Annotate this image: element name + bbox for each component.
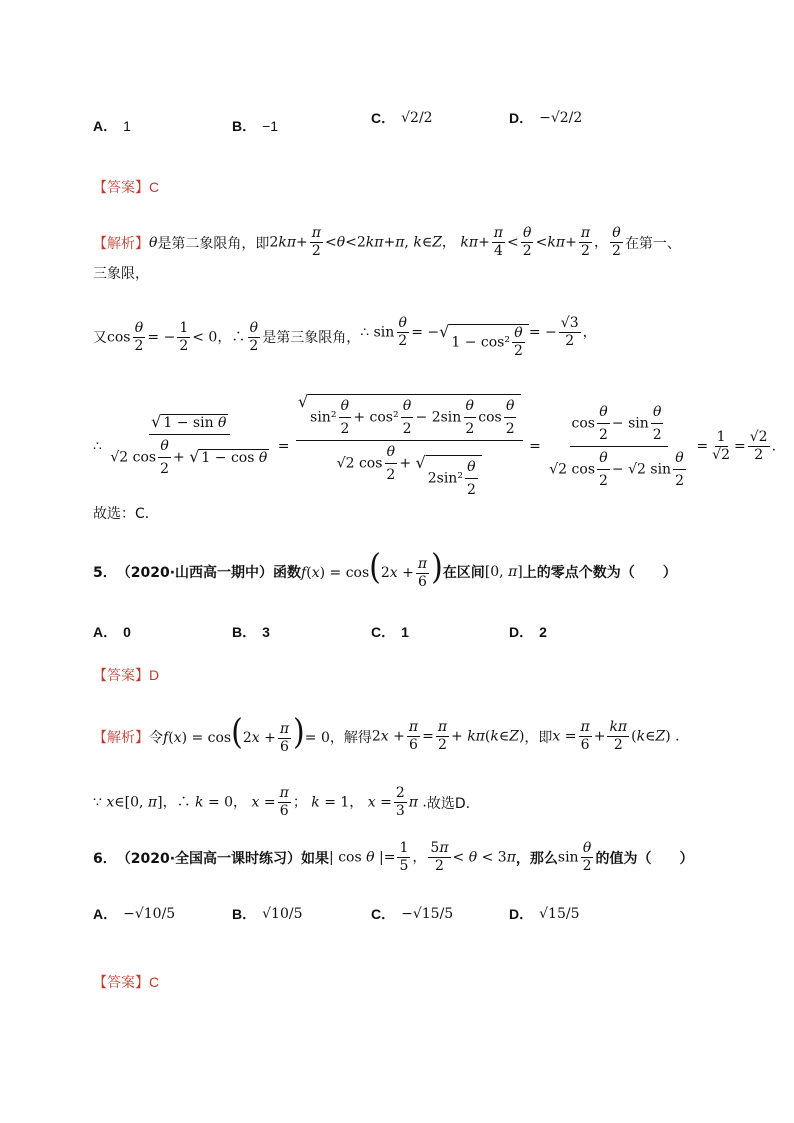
analysis-text: 令 bbox=[149, 729, 163, 746]
option-label: A． bbox=[93, 906, 118, 922]
q6-option-b bbox=[232, 904, 302, 924]
answer-value: C bbox=[149, 179, 160, 195]
question-source: （2020·全国高一课时练习）如果 bbox=[116, 850, 330, 867]
q5-cases: ∵ x∈[0, π]，∴ k = 0， x = $\frac{\pi}{6}$ ； k = 1， x = $\frac{2}{3}$ π . bbox=[93, 785, 427, 819]
analysis-text: 是第二象限角，即 bbox=[157, 235, 270, 252]
q6-condition: | cos θ |= $\frac{1}{5}$ ， $\frac{5\pi}{2}$ < θ < 3π bbox=[329, 840, 516, 874]
analysis-text: 故选D. bbox=[426, 795, 471, 812]
option-value: 1 bbox=[123, 118, 131, 134]
question-text: 在区间 bbox=[442, 564, 485, 581]
option-value: √15/5 bbox=[539, 906, 580, 922]
q6-option-d bbox=[509, 904, 579, 924]
formula-main: ∴ √ 1 − sin θ √2 cos $\frac{\theta}{2}$ + √ 1 − cos θ = √ sin² $\frac{\theta}{2}$ + cos² $\frac{\theta}{2}$ − 2sin $\frac{\theta}{2}$ cos $\frac{\theta}{2}$ √2 cos $\frac{\theta}{2}$ + √ 2sin² $\frac{\theta}{2}$ = cos $\frac{\theta}{2}$ − sin $\frac{\theta}{2}$ √2 cos $\frac{\theta}{2}$ − √2 sin $\frac{\theta}{2}$ = $\frac{1}{√2}$ = $\frac{√2}{2}$ . bbox=[93, 392, 776, 501]
analysis-text: ，解得 bbox=[329, 729, 372, 746]
q4-analysis-line2 bbox=[93, 263, 149, 283]
q6-answer bbox=[93, 972, 159, 992]
option-label: D． bbox=[509, 624, 534, 640]
option-value: −√2/2 bbox=[539, 110, 583, 126]
q6-option-a bbox=[93, 904, 175, 924]
q5-option-d bbox=[509, 622, 547, 642]
option-label: C． bbox=[371, 624, 396, 640]
q6-header bbox=[93, 840, 694, 875]
question-number: 5． bbox=[93, 564, 117, 581]
question-number: 6． bbox=[93, 850, 117, 867]
q5-analysis-line2 bbox=[93, 785, 470, 820]
q6-target: sin $\frac{\theta}{2}$ bbox=[557, 840, 592, 874]
analysis-tag: 【解析】 bbox=[93, 234, 149, 251]
q5-interval: [0, π] bbox=[484, 563, 523, 580]
q5-option-a bbox=[93, 622, 131, 642]
q5-function: f(x) = cos(2x + $\frac{\pi}{6}$ ) bbox=[301, 547, 443, 590]
option-value: −1 bbox=[262, 118, 279, 134]
q4-analysis-line3 bbox=[93, 315, 597, 360]
q6-option-c bbox=[371, 904, 453, 924]
q4-answer bbox=[93, 177, 159, 197]
analysis-text: ，即 bbox=[524, 729, 553, 746]
q5-option-c bbox=[371, 622, 409, 642]
q4-option-c bbox=[371, 108, 433, 128]
q5-solve: 2x + $\frac{\pi}{6}$ = $\frac{\pi}{2}$ + kπ(k∈Z) bbox=[371, 719, 525, 754]
analysis-text: 是第三象限角， bbox=[262, 330, 361, 347]
q5-equation: f(x) = cos(2x + $\frac{\pi}{6}$ )= 0 bbox=[163, 712, 330, 755]
answer-value: C bbox=[149, 974, 160, 990]
option-value: −√10/5 bbox=[123, 906, 176, 922]
q5-header bbox=[93, 547, 677, 591]
q4-analysis-line4 bbox=[93, 392, 776, 501]
option-value: 1 bbox=[401, 624, 409, 640]
q5-answer bbox=[93, 665, 159, 685]
analysis-text: 在第一、 bbox=[624, 235, 681, 252]
option-label: C． bbox=[371, 110, 396, 126]
option-value: 2 bbox=[539, 624, 547, 640]
formula-cos: cos $\frac{\theta}{2}$ = − $\frac{1}{2}$ < 0，∴ $\frac{\theta}{2}$ bbox=[107, 319, 259, 354]
q5-option-b bbox=[232, 622, 270, 642]
q5-analysis-line1 bbox=[93, 712, 680, 756]
option-value: √2/2 bbox=[401, 110, 433, 126]
q4-analysis-line1 bbox=[93, 225, 681, 260]
q4-option-d bbox=[509, 108, 582, 128]
option-label: C． bbox=[371, 906, 396, 922]
option-value: 0 bbox=[123, 624, 131, 640]
question-text: ，那么 bbox=[515, 850, 558, 867]
option-label: A． bbox=[93, 118, 118, 134]
analysis-text: 又 bbox=[93, 330, 107, 347]
q4-conclusion bbox=[93, 503, 159, 523]
formula-sin: ∴ sin $\frac{\theta}{2}$ = − √ 1 − cos² $\frac{\theta}{2}$ = − $\frac{√3}{2}$ ， bbox=[360, 315, 597, 359]
analysis-tag: 【解析】 bbox=[93, 728, 149, 745]
q4-option-a bbox=[93, 116, 131, 136]
option-label: A． bbox=[93, 624, 118, 640]
option-value: −√15/5 bbox=[401, 906, 454, 922]
answer-tag: 【答案】 bbox=[93, 667, 149, 683]
answer-value: D bbox=[149, 667, 160, 683]
conclusion-text: 故选：C． bbox=[93, 506, 159, 522]
option-value: √10/5 bbox=[262, 906, 303, 922]
question-source: （2020·山西高一期中）函数 bbox=[116, 564, 302, 581]
q4-option-b bbox=[232, 116, 278, 136]
answer-tag: 【答案】 bbox=[93, 974, 149, 990]
question-text: 的值为（ ） bbox=[595, 850, 694, 867]
inequality-1: 2kπ+ $\frac{\pi}{2}$ <θ<2kπ+π, k∈Z， kπ+ $\frac{\pi}{4}$ < $\frac{\theta}{2}$ <kπ+ $\frac{\pi}{2}$ ， $\frac{\theta}{2}$ bbox=[269, 225, 621, 259]
option-value: 3 bbox=[262, 624, 270, 640]
question-text: 上的零点个数为（ ） bbox=[522, 564, 677, 581]
option-label: B． bbox=[232, 906, 257, 922]
option-label: D． bbox=[509, 906, 534, 922]
option-label: B． bbox=[232, 624, 257, 640]
option-label: B． bbox=[232, 118, 257, 134]
theta-symbol: θ bbox=[149, 234, 158, 251]
analysis-text: 三象限， bbox=[93, 266, 149, 282]
option-label: D． bbox=[509, 110, 534, 126]
q5-solution: x = $\frac{\pi}{6}$ + $\frac{k\pi}{2}$ (k∈Z) . bbox=[552, 719, 680, 754]
answer-tag: 【答案】 bbox=[93, 179, 149, 195]
